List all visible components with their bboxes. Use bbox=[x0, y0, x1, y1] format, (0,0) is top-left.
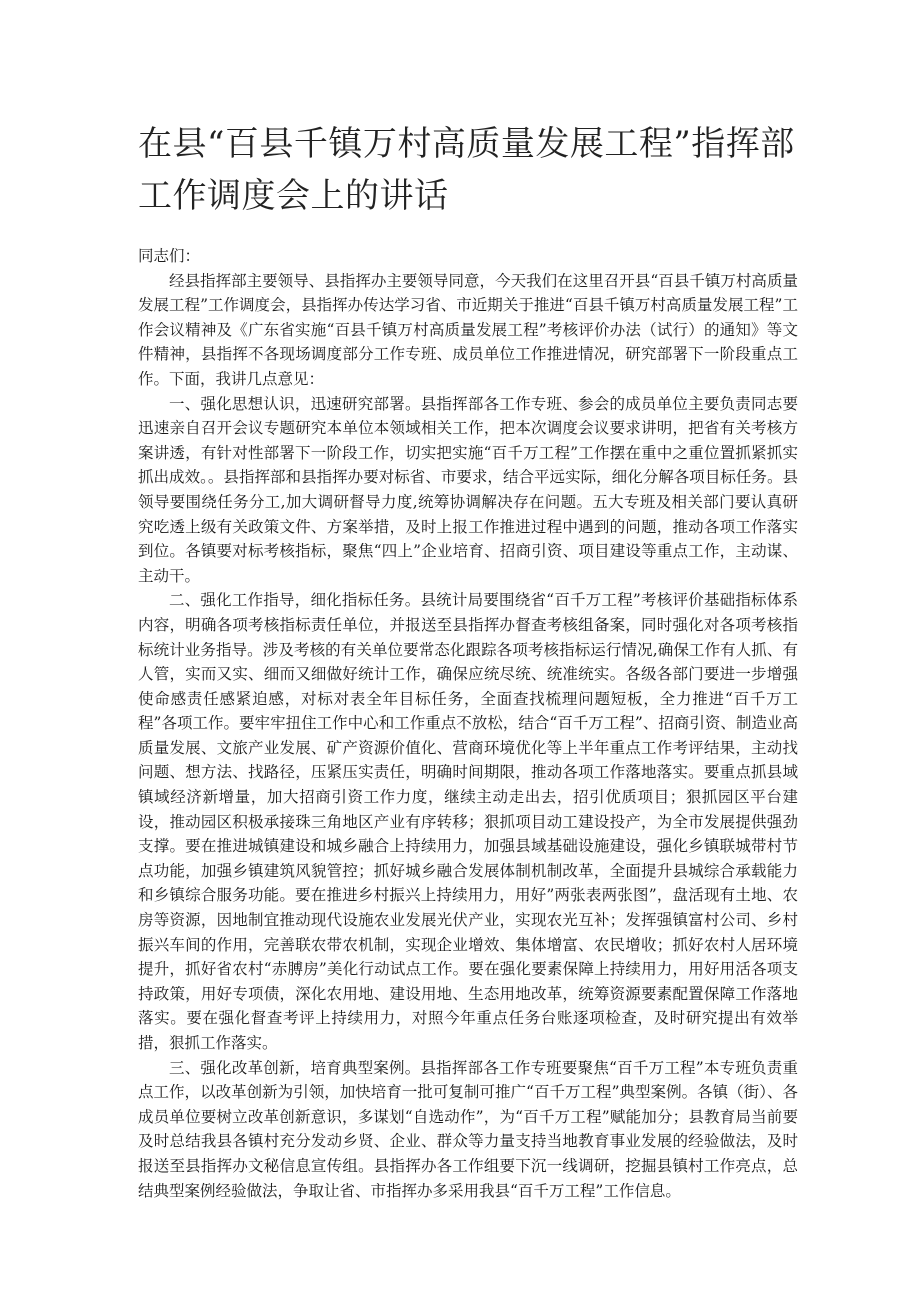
salutation: 同志们： bbox=[138, 247, 201, 265]
paragraph-intro: 经县指挥部主要领导、县指挥办主要领导同意，今天我们在这里召开县“百县千镇万村高质量发展工程”工作调度会，县指挥办传达学习省、市近期关于推进“百县千镇万村高质量发展工程”工作会议精神及《广东省实施“百县千镇万村高质量发展工程”考核评价办法（试行）的通知》等文件精神，县指挥不各现场调度部分工作专班、成员单位工作推进情况，研究部署下一阶段重点工作。下面，我讲几点意见： bbox=[138, 271, 798, 388]
document-page bbox=[138, 118, 798, 1203]
paragraph-point-2: 二、强化工作指导，细化指标任务。县统计局要围绕省“百千万工程”考核评价基础指标体系内容，明确各项考核指标责任单位，并报送至县指挥办督查考核组备案，同时强化对各项考核指标统计业务指导。涉及考核的有关单位要常态化跟踪各项考核指标运行情况,确保工作有人抓、有人管，实而又实、细而又细做好统计工作，确保应统尽统、统准统实。各级各部门要进一步增强使命感责任感紧迫感，对标对表全年目标任务，全面查找梳理问题短板，全力推进“百千万工程”各项工作。要牢牢扭住工作中心和工作重点不放松，结合“百千万工程”、招商引资、制造业高质量发展、文旅产业发展、矿产资源价值化、营商环境优化等上半年重点工作考评结果，主动找问题、想方法、找路径，压紧压实责任，明确时间期限，推动各项工作落地落实。要重点抓县域镇域经济新增量，加大招商引资工作力度，继续主动走出去，招引优质项目；狠抓园区平台建设，推动园区积极承接珠三角地区产业有序转移；狠抓项目动工建设投产，为全市发展提供强劲支撑。要在推进城镇建设和城乡融合上持续用力，加强县域基础设施建设，强化乡镇联城带村节点功能，加强乡镇建筑风貌管控；抓好城乡融合发展体制机制改革，全面提升县城综合承载能力和乡镇综合服务功能。要在推进乡村振兴上持续用力，用好”两张表两张图”，盘活现有土地、农房等资源，因地制宜推动现代设施农业发展光伏产业，实现农光互补；发挥强镇富村公司、乡村振兴车间的作用，完善联农带农机制，实现企业增效、集体增富、农民增收；抓好农村人居环境提升，抓好省农村“赤膊房”美化行动试点工作。要在强化要素保障上持续用力，用好用活各项支持政策，用好专项债，深化农用地、建设用地、生态用地改革，统筹资源要素配置保障工作落地落实。要在强化督查考评上持续用力，对照今年重点任务台账逐项检查，及时研究提出有效举措，狠抓工作落实。 bbox=[138, 591, 798, 1052]
paragraph-point-1: 一、强化思想认识，迅速研究部署。县指挥部各工作专班、参会的成员单位主要负责同志要迅速亲自召开会议专题研究本单位本领域相关工作，把本次调度会议要求讲明，把省有关考核方案讲透，有针对性部署下一阶段工作，切实把实施“百千万工程”工作摆在重中之重位置抓紧抓实抓出成效。。县指挥部和县指挥办要对标省、市要求，结合平远实际，细化分解各项目标任务。县领导要围绕任务分工,加大调研督导力度,统筹协调解决存在问题。五大专班及相关部门要认真研究吃透上级有关政策文件、方案举措，及时上报工作推进过程中遇到的问题，推动各项工作落实到位。各镇要对标考核指标，聚焦“四上”企业培育、招商引资、项目建设等重点工作，主动谋、主动干。 bbox=[138, 394, 798, 585]
document-title: 在县“百县千镇万村高质量发展工程”指挥部工作调度会上的讲话 bbox=[138, 124, 795, 216]
paragraph-point-3: 三、强化改革创新，培育典型案例。县指挥部各工作专班要聚焦“百千万工程”本专班负责重点工作，以改革创新为引领，加快培育一批可复制可推广“百千万工程”典型案例。各镇（街）、各成员单位要树立改革创新意识，多谋划“自选动作”，为“百千万工程”赋能加分；县教育局当前要及时总结我县各镇村充分发动乡贤、企业、群众等力量支持当地教育事业发展的经验做法，及时报送至县指挥办文秘信息宣传组。县指挥办各工作组要下沉一线调研，挖掘县镇村工作亮点，总结典型案例经验做法，争取让省、市指挥办多采用我县“百千万工程”工作信息。 bbox=[138, 1058, 798, 1200]
